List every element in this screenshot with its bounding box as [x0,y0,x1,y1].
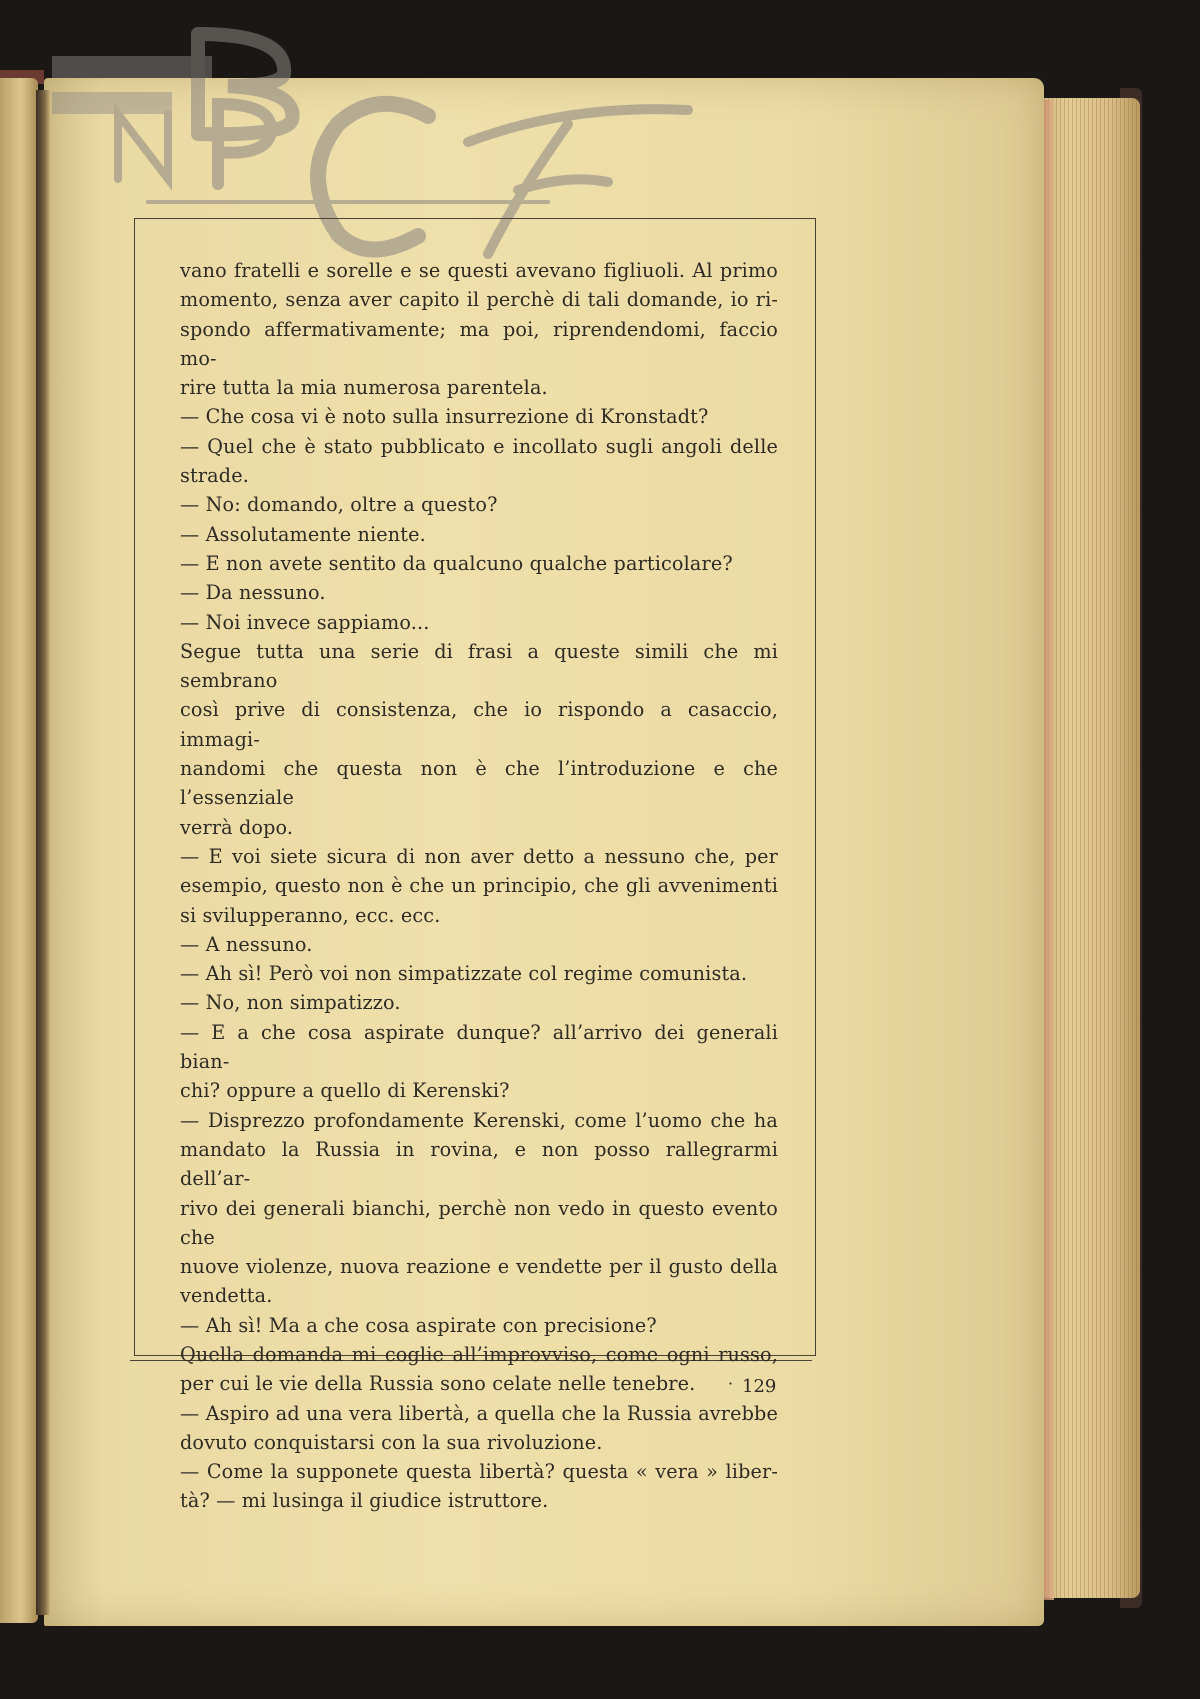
text-line: — Da nessuno. [180,581,326,605]
text-line: — Disprezzo profondamente Kerenski, come l’uomo che ha [180,1108,778,1132]
text-line: — Assolutamente niente. [180,522,426,546]
left-facing-page [0,78,38,1623]
text-line: tà? — mi lusinga il giudice istruttore. [180,1489,549,1513]
text-line: — Noi invece sappiamo... [180,610,430,634]
text-line: — No: domando, oltre a questo? [180,493,498,517]
page-number: 129 [742,1376,777,1397]
text-line: — E non avete sentito da qualcuno qualche particolare? [180,551,733,575]
page-edges [1040,98,1140,1598]
book-spine [36,90,50,1615]
text-line: per cui le vie della Russia sono celate nelle tenebre. [180,1372,696,1396]
text-line: nandomi che questa non è che l’introduzione e che l’essenziale [180,757,778,810]
text-line: Quella domanda mi coglie all’improvviso, come ogni russo, [180,1342,778,1366]
text-line: si svilupperanno, ecc. ecc. [180,903,441,927]
text-line: — Aspiro ad una vera libertà, a quella che la Russia avrebbe [180,1401,778,1425]
text-line: rivo dei generali bianchi, perchè non vedo in questo evento che [180,1196,778,1249]
text-line: vendetta. [180,1284,273,1308]
page-edge-stain [1044,100,1054,1600]
text-line: — Che cosa vi è noto sulla insurrezione di Kronstadt? [180,405,709,429]
text-line: — A nessuno. [180,932,313,956]
text-line: strade. [180,464,249,488]
text-line: — E voi siete sicura di non aver detto a nessuno che, per [180,844,778,868]
text-line: — Quel che è stato pubblicato e incollato sugli angoli delle [180,434,778,458]
text-line: così prive di consistenza, che io rispondo a casaccio, immagi- [180,698,778,751]
text-line: nuove violenze, nuova reazione e vendette per il gusto della [180,1255,778,1279]
text-line: Segue tutta una serie di frasi a queste simili che mi sembrano [180,639,778,693]
page-body-text [180,256,778,1516]
text-line: — Ah sì! Ma a che cosa aspirate con precisione? [180,1313,657,1337]
text-line: — E a che cosa aspirate dunque? all’arrivo dei generali bian- [180,1020,778,1074]
text-line: verrà dopo. [180,815,294,839]
text-line: — Come la supponete questa libertà? questa « vera » liber- [180,1460,778,1484]
text-line: mandato la Russia in rovina, e non posso rallegrarmi dell’ar- [180,1137,778,1191]
text-line: esempio, questo non è che un principio, che gli avvenimenti [180,874,778,898]
text-line: vano fratelli e sorelle e se questi avevano figliuoli. Al primo [180,259,778,282]
text-line: rire tutta la mia numerosa parentela. [180,376,548,400]
text-line: momento, senza aver capito il perchè di tali domande, io ri- [180,288,778,312]
text-line: — Ah sì! Però voi non simpatizzate col regime comunista. [180,962,748,986]
text-line: dovuto conquistarsi con la sua rivoluzione. [180,1430,603,1454]
text-line: chi? oppure a quello di Kerenski? [180,1079,510,1103]
page-number-dot: · [728,1374,734,1393]
text-line: spondo affermativamente; ma poi, riprendendomi, faccio mo- [180,317,778,370]
text-line: — No, non simpatizzo. [180,991,401,1015]
